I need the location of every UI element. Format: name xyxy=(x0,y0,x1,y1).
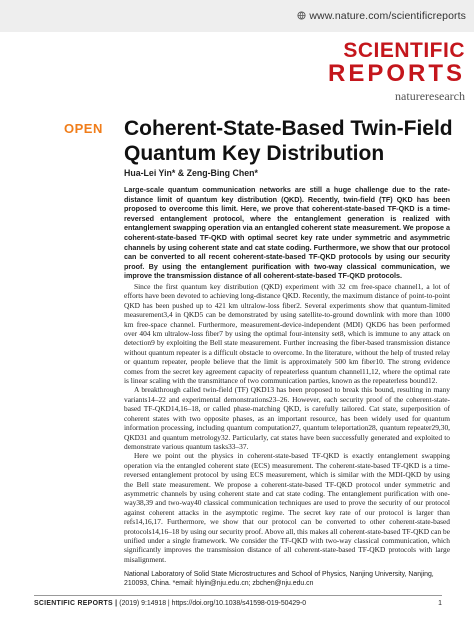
body-paragraph-3: Here we point out the physics in coherent-state-based TF-QKD is exactly entanglement swapping operation via the entangled coherent state (ECS) measurement. The coherent-state-based TF-QKD is a time-reversed entanglement protocol by using ECS measurement, which is similar with the MDI-QKD by using the Bell state measurement. We propose a coherent-state-based TF-QKD protocol under symmetric and asymmetric channels by using coherent state and cat state coding. The entanglement purification with one-way38,39 and two-way40 classical communication techniques are used to prove the security of our protocol against coherent attacks in the asymptotic regime. The secret key rate of our protocol is larger than refs14,16,17. Furthermore, we show that our protocol can be converted to other coherent-state-based protocols14,16–18 by using our security proof. Above all, this makes all coherent-state-based TF-QKD can be unified under a single framework. We consider the TF-QKD with two-way classical communication, which significantly improves the transmission distance of all coherent-state-based TF-QKD protocols with large misalignment. xyxy=(124,451,451,564)
logo-line-3: natureresearch xyxy=(395,89,465,103)
footer-divider xyxy=(34,595,442,596)
abstract: Large-scale quantum communication networks are still a huge challenge due to the rate-distance limit of quantum key distribution (QKD). Recently, twin-field (TF) QKD has been proposed to overcome this limit. Here, we prove that coherent-state-based TF-QKD is a time-reversed entanglement protocol, where the entanglement generation is realized with entanglement swapping operation via an entangled coherent state measurement. We propose a coherent-state-based TF-QKD with optimal secret key rate under symmetric and asymmetric channels by using coherent state and cat state coding. Furthermore, we show that our protocol can be converted to all recent coherent-state-based TF-QKD protocols by using our security proof. By using the entanglement purification with two-way classical communication, we improve the transmission distance of all coherent-state-based TF-QKD protocols. xyxy=(124,185,450,281)
top-bar xyxy=(0,0,474,32)
globe-icon xyxy=(297,11,306,20)
logo-line-1: SCIENTIFIC xyxy=(343,39,465,62)
footer-citation[interactable]: (2019) 9:14918 | https://doi.org/10.1038/s41598-019-50429-0 xyxy=(119,600,307,607)
url-text[interactable]: www.nature.com/scientificreports xyxy=(309,10,466,22)
affiliation: National Laboratory of Solid State Microstructures and School of Physics, Nanjing University, Nanjing, 210093, China. *email: hlyin@nju.edu.cn; zbchen@nju.edu.cn xyxy=(124,571,434,588)
logo-line-2: REPORTS xyxy=(327,60,465,87)
body-paragraph-1: Since the first quantum key distribution (QKD) experiment with 32 cm free-space channel1, a lot of efforts have been devoted to achieving long-distance QKD. Recently, the maximum distance of point-to-point QKD has been pushed up to 421 km ultralow-loss fiber2. Several experiments show that quantum-limited measurement3,4 in QKD5 can be demonstrated by using satellite-to-ground downlink with more than 1000 km free-space channel. Furthermore, measurement-device-independent (MDI) QKD6 has been performed over 404 km ultralow-loss fiber7 by using the optimal four-intensity set8, which is immune to any attack on detection9 by exploiting the Bell state measurement. Further increasing the fiber-based transmission distance without quantum repeater is a difficult obstacle to overcome. In the literature, without the help of trusted relay or quantum repeater, people believe that the limit is approximately 500 km fiber10. The strong evidence comes from the secret key agreement capacity of repeaterless quantum channel11,12, where the optimal rate is linear scaling with the transmittance of two communication parties, known as the repeaterless bound12. xyxy=(124,282,450,386)
page-number: 1 xyxy=(438,600,442,607)
body-paragraph-2: A breakthrough called twin-field (TF) QKD13 has been proposed to break this bound, resulting in many variants14–22 and experimental demonstrations23–26. However, each security proof of the coherent-state-based TF-QKD14,16–18, or called phase-matching QKD, is carefully tailored. Cat state, superposition of coherent states with two opposite phases, as an important resource, has been widely used for quantum information processing, including quantum computation27, quantum teleportation28, quantum repeater29,30, QKD31 and quantum metrology32. Particularly, cat states have been successfully generated and exploited to demonstrate various quantum tasks33–37. xyxy=(124,385,450,451)
article-title: Coherent-State-Based Twin-Field Quantum Key Distribution xyxy=(124,117,453,165)
journal-logo xyxy=(328,40,465,103)
journal-url[interactable] xyxy=(297,10,466,22)
page-footer xyxy=(34,600,442,607)
article-body xyxy=(124,282,450,564)
author-list: Hua-Lei Yin* & Zeng-Bing Chen* xyxy=(124,168,258,178)
footer-journal: SCIENTIFIC REPORTS | xyxy=(34,600,118,607)
open-access-label: OPEN xyxy=(64,121,103,136)
